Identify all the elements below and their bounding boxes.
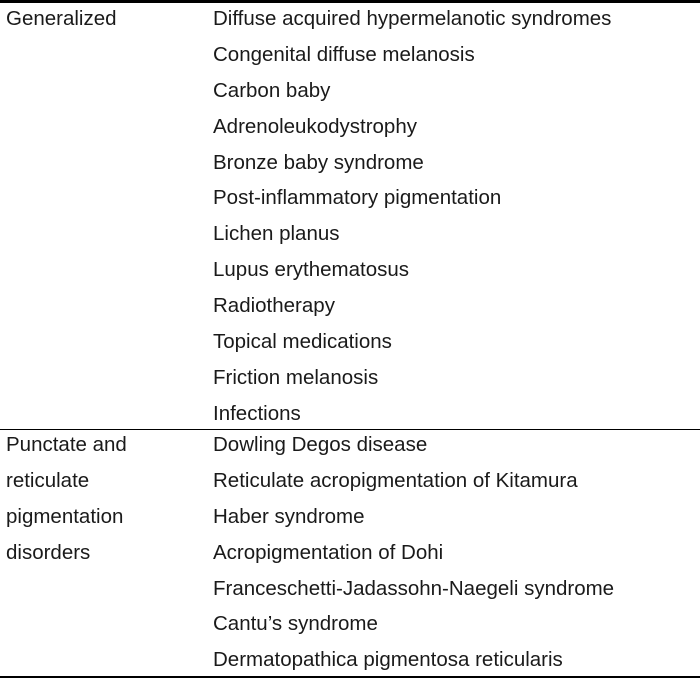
condition-list bbox=[213, 430, 614, 681]
condition-item: Carbon baby bbox=[213, 78, 331, 102]
category-label-line: Punctate and bbox=[6, 433, 127, 456]
table-top-rule bbox=[0, 0, 700, 3]
condition-item: Post-inflammatory pigmentation bbox=[213, 186, 502, 210]
condition-item: Dermatopathica pigmentosa reticularis bbox=[213, 648, 563, 672]
category-cell bbox=[6, 430, 196, 574]
condition-item: Diffuse acquired hypermelanotic syndromes bbox=[213, 7, 612, 30]
condition-item: Bronze baby syndrome bbox=[213, 150, 424, 174]
category-label-line: disorders bbox=[6, 540, 91, 564]
condition-item: Acropigmentation of Dohi bbox=[213, 540, 444, 564]
condition-item: Congenital diffuse melanosis bbox=[213, 42, 475, 66]
condition-item: Lupus erythematosus bbox=[213, 258, 410, 282]
condition-list bbox=[213, 4, 611, 435]
table-bottom-rule bbox=[0, 676, 700, 678]
condition-item: Dowling Degos disease bbox=[213, 433, 428, 456]
condition-item: Lichen planus bbox=[213, 222, 340, 246]
condition-item: Infections bbox=[213, 401, 301, 425]
category-label-line: pigmentation bbox=[6, 504, 124, 528]
condition-item: Reticulate acropigmentation of Kitamura bbox=[213, 468, 578, 492]
category-label-line: reticulate bbox=[6, 468, 90, 492]
category-label: Generalized bbox=[6, 7, 117, 30]
condition-item: Topical medications bbox=[213, 330, 392, 354]
condition-item: Adrenoleukodystrophy bbox=[213, 114, 417, 138]
condition-item: Friction melanosis bbox=[213, 365, 379, 389]
condition-item: Haber syndrome bbox=[213, 504, 365, 528]
category-cell bbox=[6, 4, 196, 40]
condition-item: Cantu’s syndrome bbox=[213, 612, 378, 636]
condition-item: Radiotherapy bbox=[213, 294, 335, 318]
condition-item: Franceschetti-Jadassohn-Naegeli syndrome bbox=[213, 576, 615, 600]
